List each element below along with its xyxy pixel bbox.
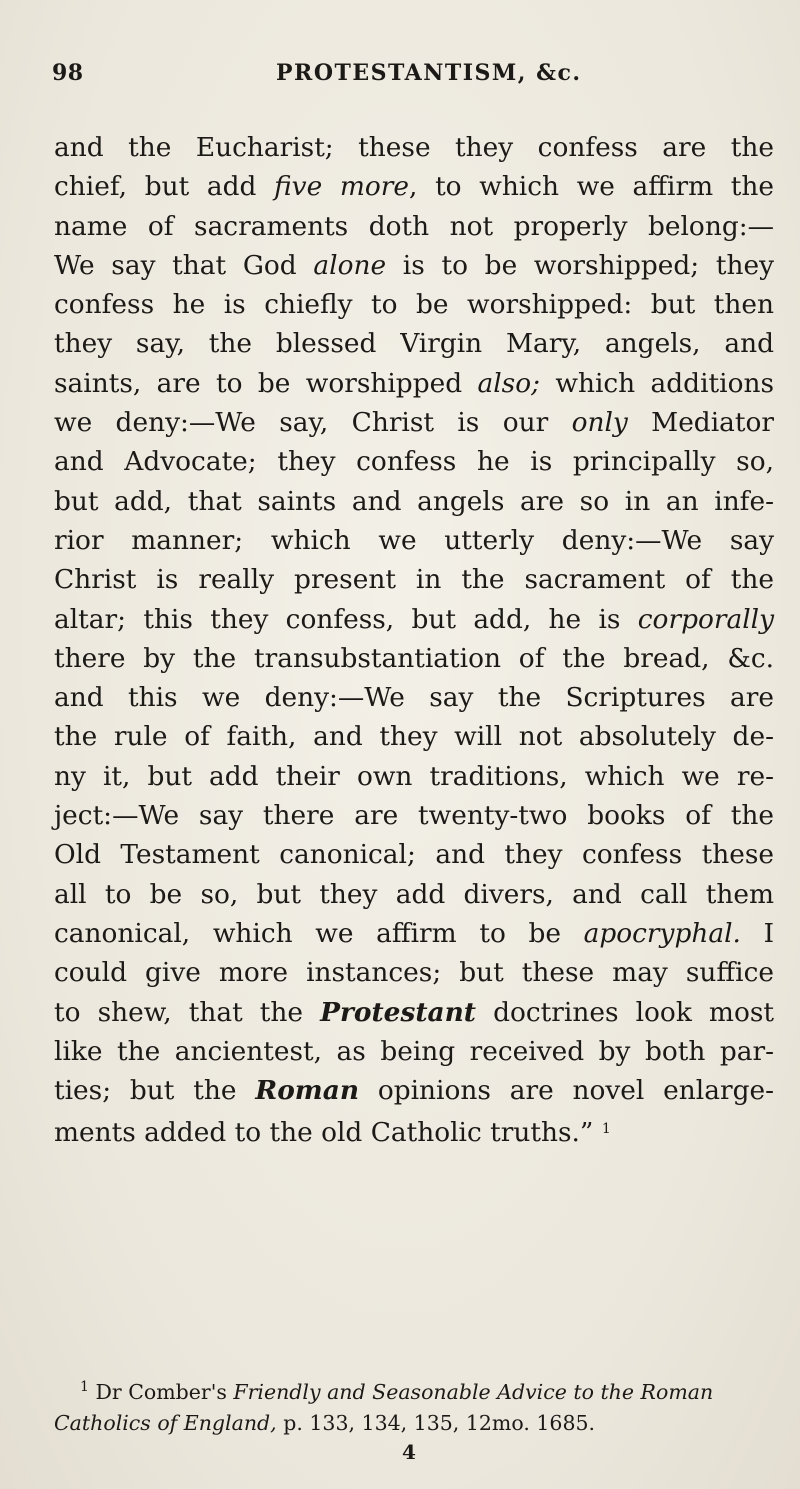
body-text-segment: all to be so, but they add divers, and call them — [54, 878, 774, 910]
body-text-segment: only — [571, 407, 628, 439]
body-line — [54, 128, 774, 167]
footnote-text-segment: Dr Comber's — [88, 1380, 234, 1404]
body-text-segment: to shew, that the — [54, 996, 321, 1028]
body-text-segment: canonical, which we affirm to be — [54, 917, 584, 949]
body-line — [54, 639, 774, 678]
footnote-text-segment: 1 — [80, 1379, 89, 1395]
body-text-segment: ments added to the old Catholic truths.” — [54, 1117, 602, 1149]
body-line — [54, 1110, 774, 1149]
body-line — [54, 914, 774, 953]
body-text-segment: and the Eucharist; these they confess are the — [54, 132, 774, 163]
body-text-segment: Roman — [255, 1075, 360, 1107]
page-number: 98 — [52, 60, 84, 86]
footnote-text-segment: Friendly and Seasonable Advice to the Roman — [233, 1380, 714, 1404]
body-text-segment: saints, are to be worshipped — [54, 367, 478, 399]
body-text-segment: we deny:—We say, Christ is our — [54, 407, 572, 439]
body-text-segment: Christ is really present in the sacrament of the — [54, 564, 774, 596]
body-line — [54, 953, 774, 992]
body-text-segment: , to which we affirm the — [409, 171, 775, 203]
body-line — [54, 1071, 774, 1110]
body-line — [54, 442, 774, 481]
body-line — [54, 246, 774, 285]
body-text-segment: confess he is chiefly to be worshipped: but then — [54, 289, 774, 321]
running-head: PROTESTANTISM, &c. — [276, 60, 582, 86]
body-text-segment: the rule of faith, and they will not absolutely de- — [54, 721, 774, 753]
body-line — [54, 560, 774, 599]
footnote-line — [54, 1408, 774, 1439]
body-text-segment: there by the transubstantiation of the bread, &c. — [54, 642, 774, 674]
body-text-segment: opinions are novel enlarge- — [359, 1075, 775, 1107]
body-text-segment: corporally — [637, 603, 774, 635]
body-line — [54, 167, 774, 206]
body-text-segment: ties; but the — [54, 1075, 256, 1107]
body-line — [54, 835, 774, 874]
body-line — [54, 207, 774, 246]
body-text-segment: could give more instances; but these may suffice — [54, 957, 774, 989]
body-text-segment: ny it, but add their own traditions, which we re- — [54, 760, 774, 792]
body-line — [54, 875, 774, 914]
body-text-segment: Protestant — [320, 996, 476, 1028]
signature-mark: 4 — [402, 1440, 416, 1464]
body-line — [54, 482, 774, 521]
body-text-segment: but add, that saints and angels are so in an infe- — [54, 485, 774, 517]
body-line — [54, 403, 774, 442]
body-text-segment: they say, the blessed Virgin Mary, angels, and — [54, 328, 774, 360]
body-text-segment: rior manner; which we utterly deny:—We say — [54, 524, 774, 556]
body-text-segment: alone — [313, 249, 387, 281]
body-text-segment: like the ancientest, as being received by both par- — [54, 1035, 774, 1067]
body-text-segment: Old Testament canonical; and they confess these — [54, 839, 774, 871]
body-text-segment: is to be worshipped; they — [386, 249, 774, 281]
body-text-segment: altar; this they confess, but add, he is — [54, 603, 638, 635]
body-text-segment: which additions — [540, 367, 774, 399]
body-line — [54, 364, 774, 403]
body-line — [54, 796, 774, 835]
body-line — [54, 717, 774, 756]
footnote-text-segment: Catholics of England, — [54, 1411, 277, 1435]
footnote — [54, 1372, 774, 1439]
body-line — [54, 993, 774, 1032]
main-text — [54, 128, 774, 1150]
body-text-segment: apocryphal. — [583, 917, 741, 949]
body-line — [54, 757, 774, 796]
body-text-segment: I — [740, 917, 774, 949]
body-text-segment: and this we deny:—We say the Scriptures are — [54, 682, 774, 714]
body-text-segment: five more — [274, 171, 410, 203]
body-text-segment: Mediator — [627, 407, 774, 439]
body-text-segment: 1 — [601, 1121, 611, 1138]
body-text-segment: and Advocate; they confess he is principally so, — [54, 446, 774, 478]
body-line — [54, 600, 774, 639]
body-text-segment: name of sacraments doth not properly belong:— — [54, 210, 774, 242]
body-text-segment: also; — [477, 367, 540, 399]
footnote-text-segment: p. 133, 134, 135, 12mo. 1685. — [276, 1411, 596, 1435]
body-text-segment: ject:—We say there are twenty-two books of the — [54, 800, 774, 832]
body-line — [54, 1032, 774, 1071]
body-text-segment: We say that God — [54, 249, 314, 281]
body-line — [54, 678, 774, 717]
body-line — [54, 285, 774, 324]
footnote-line — [54, 1372, 774, 1408]
body-line — [54, 324, 774, 363]
body-text-segment: doctrines look most — [475, 996, 774, 1028]
body-line — [54, 521, 774, 560]
page-header — [52, 60, 772, 96]
body-text-segment: chief, but add — [54, 171, 275, 203]
